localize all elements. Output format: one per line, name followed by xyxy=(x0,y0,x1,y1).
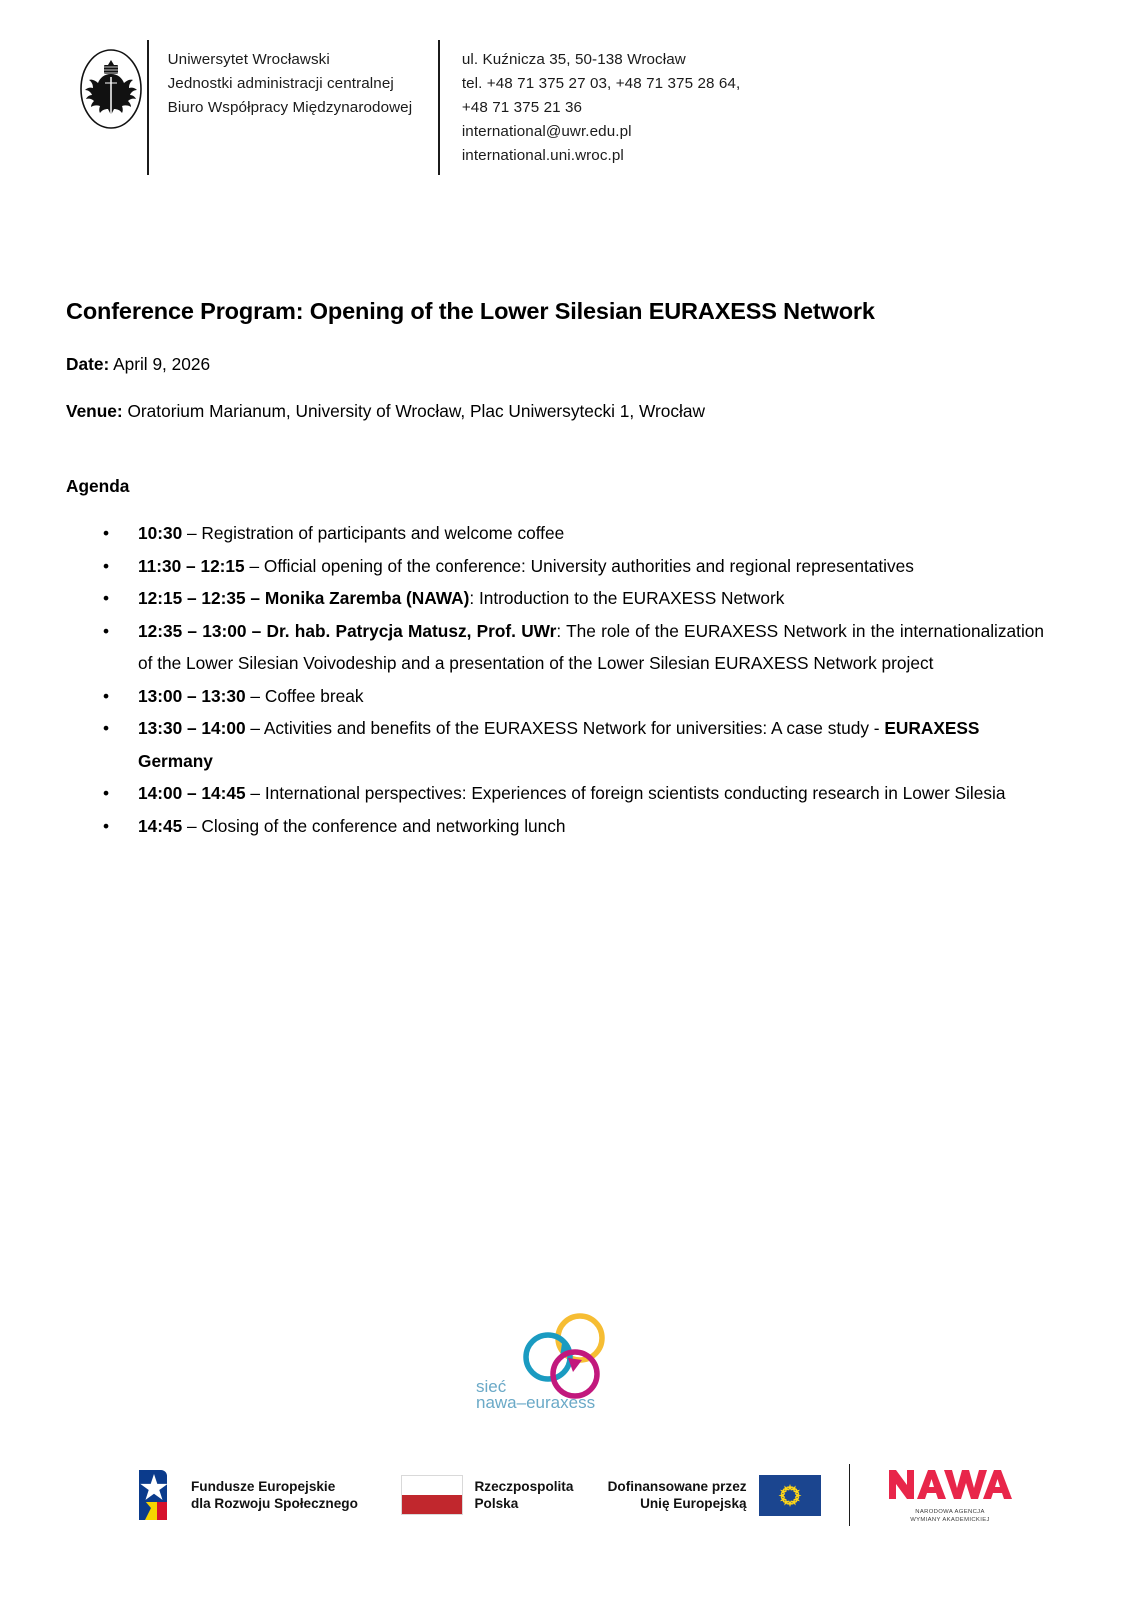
agenda-item xyxy=(66,777,1044,810)
eu-funds-line-2: dla Rozwoju Społecznego xyxy=(191,1496,358,1511)
agenda-item-time: 13:00 – 13:30 xyxy=(138,685,246,706)
date-line xyxy=(66,352,1044,376)
contact-website[interactable]: international.uni.wroc.pl xyxy=(461,147,624,164)
date-value: April 9, 2026 xyxy=(109,354,211,374)
agenda-list xyxy=(66,517,1044,842)
agenda-item xyxy=(66,517,1044,550)
org-line-2: Jednostki administracji centralnej xyxy=(167,75,394,92)
footer-poland-block xyxy=(401,1475,573,1515)
agenda-item-text: : Introduction to the EURAXESS Network xyxy=(469,588,785,608)
agenda-heading: Agenda xyxy=(66,476,130,496)
contact-address: ul. Kuźnicza 35, 50-138 Wrocław xyxy=(461,51,686,68)
agenda-item-text: – Activities and benefits of the EURAXESS Network for universities: A case study - xyxy=(245,718,885,738)
agenda-item-time: 12:35 – 13:00 – xyxy=(138,620,267,641)
footer-poland-text xyxy=(474,1478,573,1513)
contact-phone-1: tel. +48 71 375 27 03, +48 71 375 28 64, xyxy=(461,75,741,92)
network-logo-line-2: nawa–euraxess xyxy=(476,1393,596,1410)
agenda-item-time: 10:30 xyxy=(138,523,183,543)
eu-funds-line-1: Fundusze Europejskie xyxy=(191,1478,336,1494)
agenda-item-time: 11:30 – 12:15 xyxy=(138,555,245,576)
footer-eu-funds-block xyxy=(133,1464,358,1526)
agenda-item-time: 13:30 – 14:00 xyxy=(138,718,246,738)
org-line-1: Uniwersytet Wrocławski xyxy=(167,51,330,68)
agenda-item-text: – Registration of participants and welcome coffee xyxy=(182,523,565,543)
university-crest-eagle-icon xyxy=(75,47,147,131)
fundusze-europejskie-logo-icon xyxy=(133,1464,180,1526)
agenda-item-text: : The role of the EURAXESS Network in the internationalization of the Lower Silesian Voivodeship and a presentation of the Lower Silesian EURAXESS Network project xyxy=(138,620,1045,673)
contact-email[interactable]: international@uwr.edu.pl xyxy=(461,123,632,140)
footer-eu-block xyxy=(608,1475,821,1516)
agenda-item xyxy=(66,680,1044,713)
footer-nawa-block xyxy=(887,1466,1013,1524)
agenda-item xyxy=(66,550,1044,583)
date-label: Date: xyxy=(66,354,110,374)
nawa-sub-line-2: WYMIANY AKADEMICKIEJ xyxy=(910,1517,990,1523)
nawa-euraxess-network-logo xyxy=(470,1312,660,1410)
poland-flag-icon xyxy=(401,1475,463,1515)
eu-line-2: Unię Europejską xyxy=(640,1496,747,1511)
nawa-logo-icon xyxy=(887,1466,1013,1505)
agenda-item-time: 14:00 – 14:45 xyxy=(138,783,246,803)
poland-line-1: Rzeczpospolita xyxy=(474,1478,574,1494)
nawa-sub-line-1: NARODOWA AGENCJA xyxy=(915,1509,985,1515)
document-body xyxy=(66,296,1044,842)
letterhead-org-block xyxy=(149,40,439,120)
footer-eu-text xyxy=(608,1478,747,1513)
agenda-item xyxy=(66,810,1044,843)
letterhead-contact-block xyxy=(440,40,740,168)
eu-line-1: Dofinansowane przez xyxy=(607,1478,747,1494)
venue-label: Venue: xyxy=(66,401,123,421)
footer-divider xyxy=(849,1464,851,1526)
page-title: Conference Program: Opening of the Lower Silesian EURAXESS Network xyxy=(66,298,875,324)
footer-eu-funds-text xyxy=(191,1478,358,1513)
agenda-item xyxy=(66,582,1044,615)
agenda-item-speaker: Dr. hab. Patrycja Matusz, Prof. UWr xyxy=(266,620,557,641)
org-line-3: Biuro Współpracy Międzynarodowej xyxy=(167,99,413,116)
agenda-item-trailing-bold: EURAXESS Germany xyxy=(138,718,980,771)
agenda-item xyxy=(66,615,1044,680)
poland-line-2: Polska xyxy=(474,1496,519,1511)
contact-phone-2: +48 71 375 21 36 xyxy=(461,99,583,116)
agenda-item-speaker: Monika Zaremba (NAWA) xyxy=(264,588,470,608)
agenda-item xyxy=(66,712,1044,777)
agenda-item-time: 14:45 xyxy=(138,815,183,836)
letterhead xyxy=(75,40,740,175)
network-logo-line-1: sieć xyxy=(476,1377,507,1396)
footer-logos xyxy=(133,1456,1013,1534)
agenda-item-text: – International perspectives: Experiences of foreign scientists conducting research in Lower Silesia xyxy=(245,783,1006,803)
agenda-item-text: – Coffee break xyxy=(245,685,364,706)
venue-line xyxy=(66,399,1044,423)
agenda-item-time: 12:15 – 12:35 – xyxy=(138,588,265,608)
venue-value: Oratorium Marianum, University of Wrocław, Plac Uniwersytecki 1, Wrocław xyxy=(122,401,705,421)
european-union-flag-icon xyxy=(759,1475,821,1516)
nawa-subtitle xyxy=(887,1508,1013,1524)
agenda-item-text: – Official opening of the conference: University authorities and regional representatives xyxy=(244,555,914,576)
agenda-item-text: – Closing of the conference and networking lunch xyxy=(182,815,566,836)
